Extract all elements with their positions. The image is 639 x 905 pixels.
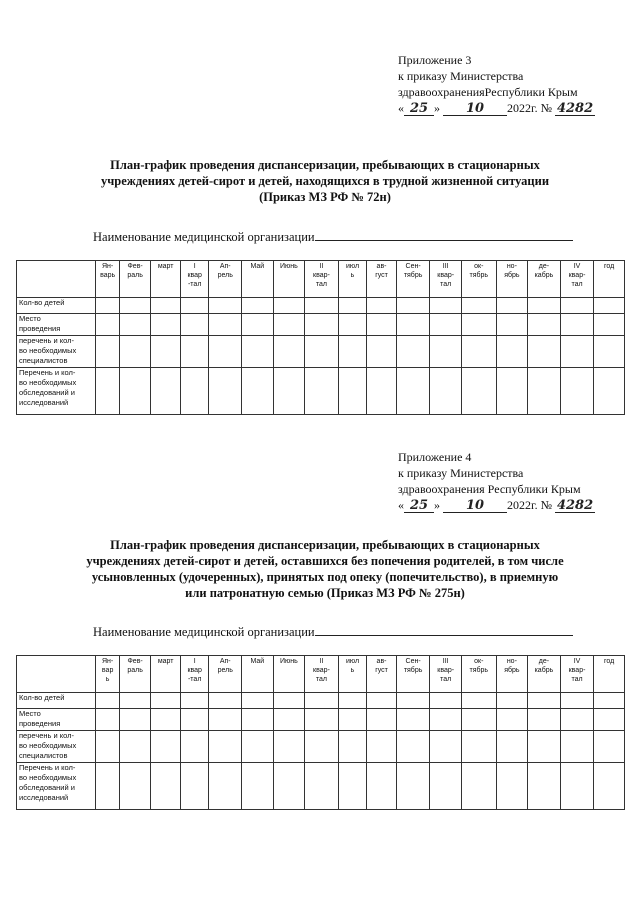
column-header: II квар- тал [305, 261, 339, 298]
table-cell[interactable] [151, 693, 181, 709]
org-name-blank [315, 624, 573, 636]
column-header: Фев- раль [119, 261, 151, 298]
table-cell[interactable] [594, 763, 625, 810]
annex-ministry-line: здравоохранения Республики Крым [398, 482, 581, 496]
table-cell[interactable] [96, 314, 119, 336]
table-cell[interactable] [396, 314, 430, 336]
column-header: I квар -тал [180, 261, 209, 298]
table-cell[interactable] [96, 693, 119, 709]
table-cell[interactable] [396, 731, 430, 763]
column-header: Сен- тябрь [396, 656, 430, 693]
table-cell[interactable] [430, 298, 462, 314]
column-header: год [594, 656, 625, 693]
column-header: июл ь [338, 656, 367, 693]
table-cell[interactable] [96, 709, 119, 731]
column-header: но- ябрь [496, 656, 528, 693]
table-cell[interactable] [461, 763, 496, 810]
column-header: март [151, 261, 181, 298]
annex-title: Приложение 4 [398, 450, 472, 464]
table-cell[interactable] [96, 368, 119, 415]
table-cell[interactable] [560, 731, 594, 763]
column-header: июл ь [338, 261, 367, 298]
table-cell[interactable] [180, 709, 209, 731]
handwritten-month: 10 [443, 102, 507, 116]
annex-ministry-line: здравоохраненияРеспублики Крым [398, 85, 578, 99]
column-header: IV квар- тал [560, 656, 594, 693]
column-header: но- ябрь [496, 261, 528, 298]
annex-block-4 [398, 449, 633, 513]
table-cell[interactable] [338, 693, 367, 709]
schedule-table-2 [16, 655, 625, 810]
table-cell[interactable] [242, 314, 274, 336]
table-cell[interactable] [273, 763, 305, 810]
table-cell[interactable] [180, 731, 209, 763]
column-header: Июнь [273, 261, 305, 298]
table-cell[interactable] [305, 693, 339, 709]
table-cell[interactable] [594, 298, 625, 314]
table-cell[interactable] [461, 336, 496, 368]
table-cell[interactable] [180, 693, 209, 709]
table-cell[interactable] [430, 731, 462, 763]
table-cell[interactable] [594, 314, 625, 336]
table-cell[interactable] [396, 709, 430, 731]
table-cell[interactable] [180, 298, 209, 314]
handwritten-month: 10 [443, 499, 507, 513]
table-cell[interactable] [338, 298, 367, 314]
table-cell[interactable] [496, 336, 528, 368]
table-row [17, 298, 625, 314]
table-cell[interactable] [496, 298, 528, 314]
table-cell[interactable] [305, 368, 339, 415]
table-cell[interactable] [396, 336, 430, 368]
table-cell[interactable] [560, 763, 594, 810]
table-cell[interactable] [560, 336, 594, 368]
column-header: Июнь [273, 656, 305, 693]
table-cell[interactable] [594, 336, 625, 368]
handwritten-number: 4282 [556, 498, 594, 513]
org-name-line-1: Наименование медицинской организации [93, 229, 573, 245]
column-header: I квар -тал [180, 656, 209, 693]
table-cell[interactable] [151, 709, 181, 731]
table-cell[interactable] [151, 731, 181, 763]
table-cell[interactable] [305, 731, 339, 763]
table-cell[interactable] [528, 368, 561, 415]
table-row [17, 336, 625, 368]
table-cell[interactable] [209, 336, 242, 368]
table-cell[interactable] [338, 763, 367, 810]
column-header: III квар- тал [430, 656, 462, 693]
table-cell[interactable] [560, 709, 594, 731]
row-label: перечень и кол- во необходимых специалистов [17, 336, 96, 368]
table-row [17, 709, 625, 731]
table-cell[interactable] [528, 763, 561, 810]
table-cell[interactable] [461, 314, 496, 336]
table-cell[interactable] [273, 731, 305, 763]
column-header: ав- густ [367, 656, 397, 693]
table-row [17, 731, 625, 763]
table-cell[interactable] [496, 314, 528, 336]
table-cell[interactable] [560, 693, 594, 709]
table-cell[interactable] [367, 368, 397, 415]
table-cell[interactable] [430, 709, 462, 731]
column-header: де- кабрь [528, 261, 561, 298]
annex-order-line: к приказу Министерства [398, 69, 524, 83]
table-cell[interactable] [119, 368, 151, 415]
table-cell[interactable] [242, 368, 274, 415]
table-cell[interactable] [119, 693, 151, 709]
table-cell[interactable] [119, 314, 151, 336]
handwritten-day: 25 [404, 102, 434, 116]
row-label: Кол-во детей [17, 693, 96, 709]
table-cell[interactable] [560, 298, 594, 314]
table-cell[interactable] [496, 368, 528, 415]
table-cell[interactable] [151, 336, 181, 368]
table-cell[interactable] [180, 763, 209, 810]
annex-order-line: к приказу Министерства [398, 466, 524, 480]
handwritten-number: 4282 [556, 101, 594, 116]
table-cell[interactable] [119, 298, 151, 314]
table-cell[interactable] [560, 368, 594, 415]
row-label: Место проведения [17, 709, 96, 731]
table-cell[interactable] [367, 298, 397, 314]
column-header: Ян- вар ь [96, 656, 119, 693]
table-cell[interactable] [96, 336, 119, 368]
table-cell[interactable] [96, 731, 119, 763]
table-cell[interactable] [273, 314, 305, 336]
table-cell[interactable] [367, 731, 397, 763]
column-header: ок- тябрь [461, 261, 496, 298]
table-row [17, 693, 625, 709]
table-cell[interactable] [209, 731, 242, 763]
table-cell[interactable] [305, 763, 339, 810]
table-cell[interactable] [242, 763, 274, 810]
table-cell[interactable] [430, 368, 462, 415]
table-cell[interactable] [209, 314, 242, 336]
table-cell[interactable] [367, 693, 397, 709]
table-row [17, 368, 625, 415]
org-name-blank [315, 229, 573, 241]
table-cell[interactable] [461, 731, 496, 763]
column-header: ав- густ [367, 261, 397, 298]
table-header-row [17, 656, 625, 693]
table-cell[interactable] [305, 709, 339, 731]
column-header: III квар- тал [430, 261, 462, 298]
row-label: перечень и кол- во необходимых специалистов [17, 731, 96, 763]
table-cell[interactable] [396, 693, 430, 709]
table-cell[interactable] [396, 298, 430, 314]
table-cell[interactable] [560, 314, 594, 336]
table-cell[interactable] [396, 368, 430, 415]
column-header: Ап- рель [209, 261, 242, 298]
column-header: Ян- варь [96, 261, 119, 298]
table-cell[interactable] [338, 314, 367, 336]
table-cell[interactable] [430, 763, 462, 810]
column-header: год [594, 261, 625, 298]
table-cell[interactable] [273, 693, 305, 709]
table-cell[interactable] [367, 709, 397, 731]
column-header: ок- тябрь [461, 656, 496, 693]
table-cell[interactable] [430, 314, 462, 336]
table-cell[interactable] [528, 693, 561, 709]
column-header: Май [242, 261, 274, 298]
table-cell[interactable] [496, 693, 528, 709]
table-cell[interactable] [180, 314, 209, 336]
table-cell[interactable] [367, 336, 397, 368]
table-header-row [17, 261, 625, 298]
table-cell[interactable] [273, 368, 305, 415]
table-cell[interactable] [96, 298, 119, 314]
table-cell[interactable] [461, 693, 496, 709]
table-cell[interactable] [209, 298, 242, 314]
table-cell[interactable] [273, 336, 305, 368]
annex-block-3 [398, 52, 633, 116]
table-cell[interactable] [338, 709, 367, 731]
table-cell[interactable] [461, 368, 496, 415]
corner-cell [17, 656, 96, 693]
column-header: Сен- тябрь [396, 261, 430, 298]
table-cell[interactable] [119, 336, 151, 368]
row-label: Перечень и кол- во необходимых обследований и исследований [17, 763, 96, 810]
column-header: март [151, 656, 181, 693]
plan-title-2: План-график проведения диспансеризации, пребывающих в стационарных учреждениях детей-сирот и детей, оставшихся без попечения родителей, в том числе усыновленных (удочеренных), принятых под опеку (попечительство), в приемную или патронатную семью (Приказ МЗ РФ № 275н) [86, 538, 564, 600]
table-cell[interactable] [305, 314, 339, 336]
table-cell[interactable] [119, 763, 151, 810]
table-cell[interactable] [528, 314, 561, 336]
table-cell[interactable] [528, 298, 561, 314]
annex-date-line: « 25 » 10 2022г. № 4282 [398, 101, 594, 116]
table-cell[interactable] [180, 368, 209, 415]
table-cell[interactable] [594, 709, 625, 731]
table-cell[interactable] [242, 336, 274, 368]
table-cell[interactable] [242, 298, 274, 314]
table-cell[interactable] [273, 709, 305, 731]
column-header: II квар- тал [305, 656, 339, 693]
row-label: Кол-во детей [17, 298, 96, 314]
table-cell[interactable] [594, 731, 625, 763]
plan-title-1: План-график проведения диспансеризации, пребывающих в стационарных учреждениях детей-сирот и детей, находящихся в трудной жизненной ситуации (Приказ МЗ РФ № 72н) [100, 158, 550, 204]
table-cell[interactable] [594, 693, 625, 709]
table-cell[interactable] [528, 731, 561, 763]
table-cell[interactable] [209, 709, 242, 731]
table-cell[interactable] [367, 763, 397, 810]
table-cell[interactable] [242, 709, 274, 731]
table-cell[interactable] [496, 763, 528, 810]
table-cell[interactable] [338, 731, 367, 763]
column-header: Май [242, 656, 274, 693]
table-cell[interactable] [496, 731, 528, 763]
table-cell[interactable] [338, 336, 367, 368]
annex-title: Приложение 3 [398, 53, 472, 67]
table-cell[interactable] [496, 709, 528, 731]
handwritten-day: 25 [404, 499, 434, 513]
table-cell[interactable] [119, 731, 151, 763]
table-cell[interactable] [242, 693, 274, 709]
table-cell[interactable] [528, 336, 561, 368]
table-cell[interactable] [396, 763, 430, 810]
column-header: Ап- рель [209, 656, 242, 693]
table-cell[interactable] [151, 298, 181, 314]
table-row [17, 763, 625, 810]
table-cell[interactable] [209, 693, 242, 709]
table-cell[interactable] [594, 368, 625, 415]
table-cell[interactable] [151, 763, 181, 810]
org-name-line-2: Наименование медицинской организации [93, 624, 573, 640]
table-cell[interactable] [305, 298, 339, 314]
table-cell[interactable] [367, 314, 397, 336]
row-label: Место проведения [17, 314, 96, 336]
table-cell[interactable] [273, 298, 305, 314]
column-header: де- кабрь [528, 656, 561, 693]
row-label: Перечень и кол- во необходимых обследований и исследований [17, 368, 96, 415]
table-cell[interactable] [209, 368, 242, 415]
table-cell[interactable] [461, 298, 496, 314]
table-cell[interactable] [180, 336, 209, 368]
table-cell[interactable] [461, 709, 496, 731]
schedule-table-1 [16, 260, 625, 415]
table-cell[interactable] [430, 693, 462, 709]
table-cell[interactable] [151, 314, 181, 336]
table-cell[interactable] [209, 763, 242, 810]
annex-date-line: « 25 » 10 2022г. № 4282 [398, 498, 594, 513]
table-cell[interactable] [151, 368, 181, 415]
corner-cell [17, 261, 96, 298]
table-cell[interactable] [242, 731, 274, 763]
table-cell[interactable] [119, 709, 151, 731]
table-cell[interactable] [430, 336, 462, 368]
table-cell[interactable] [96, 763, 119, 810]
table-cell[interactable] [528, 709, 561, 731]
column-header: Фев- раль [119, 656, 151, 693]
table-cell[interactable] [305, 336, 339, 368]
table-cell[interactable] [338, 368, 367, 415]
table-row [17, 314, 625, 336]
column-header: IV квар- тал [560, 261, 594, 298]
